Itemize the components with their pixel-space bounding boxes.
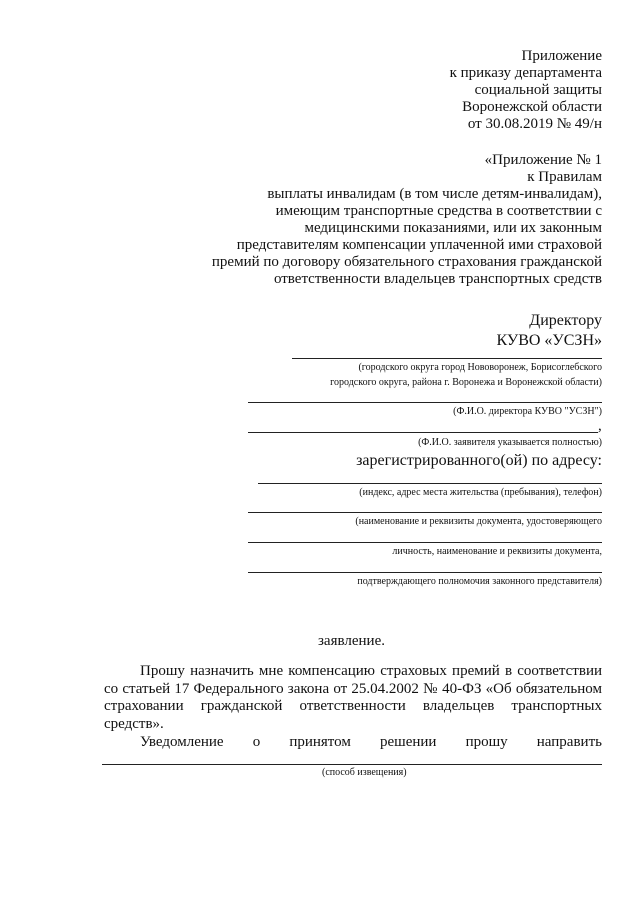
addressee-line: КУВО «УСЗН»: [496, 332, 602, 349]
rules-line: представителям компенсации уплаченной ими страховой: [236, 237, 602, 253]
district-hint-line: городского округа, района г. Воронежа и Воронежской области): [330, 377, 602, 388]
addressee: [497, 311, 602, 351]
registered-label: зарегистрированного(ой) по адресу:: [356, 452, 602, 469]
notice-word: принятом: [289, 734, 351, 750]
document-hint: (наименование и реквизиты документа, удостоверяющего: [355, 516, 602, 527]
identity-field-line[interactable]: [248, 542, 602, 543]
rules-line: премий по договору обязательного страхования гражданской: [211, 254, 602, 270]
comma-mark: ,: [598, 418, 602, 434]
address-hint: (индекс, адрес места жительства (пребывания), телефон): [359, 487, 602, 498]
appendix-line: Воронежской области: [462, 99, 602, 115]
applicant-name-field-line[interactable]: [248, 432, 598, 433]
addressee-line: Директору: [529, 312, 602, 329]
rules-header: [212, 152, 602, 288]
document-field-line[interactable]: [248, 512, 602, 513]
notice-word: решении: [380, 734, 437, 750]
notice-word: о: [252, 734, 261, 750]
director-name-field-line[interactable]: [248, 402, 602, 403]
rules-line: к Правилам: [527, 169, 602, 185]
document-title: заявление.: [318, 633, 385, 649]
notice-word: направить: [536, 734, 602, 750]
appendix-header: [450, 48, 602, 133]
rules-line: ответственности владельцев транспортных средств: [273, 271, 602, 287]
director-hint: (Ф.И.О. директора КУВО "УСЗН"): [453, 406, 602, 417]
appendix-line: Приложение: [521, 48, 602, 64]
authority-field-line[interactable]: [248, 572, 602, 573]
appendix-line: к приказу департамента: [449, 65, 602, 81]
rules-line: выплаты инвалидам (в том числе детям-инвалидам),: [267, 186, 602, 202]
method-hint: (способ извещения): [322, 767, 407, 778]
notice-line: [140, 734, 602, 751]
rules-line: медицинскими показаниями, или их законным: [304, 220, 602, 236]
notice-word: Уведомление: [140, 734, 224, 750]
address-field-line[interactable]: [258, 483, 602, 484]
request-text: Прошу назначить мне компенсацию страховых премий в соответствии со статьей 17 Федерального закона от 25.04.2002 № 40-ФЗ «Об обязательном страховании гражданской ответственности владельцев транспортных средств».: [104, 663, 602, 732]
district-hint: [330, 362, 602, 389]
rules-line: «Приложение № 1: [484, 152, 602, 168]
request-paragraph: [104, 663, 602, 733]
notice-word: прошу: [465, 734, 508, 750]
authority-hint: подтверждающего полномочия законного представителя): [357, 576, 602, 587]
identity-hint: личность, наименование и реквизиты документа,: [392, 546, 602, 557]
appendix-line: социальной защиты: [474, 82, 602, 98]
rules-line: имеющим транспортные средства в соответствии с: [275, 203, 602, 219]
notification-method-field-line[interactable]: [102, 764, 602, 765]
applicant-hint: (Ф.И.О. заявителя указывается полностью): [418, 437, 602, 448]
district-field-line[interactable]: [292, 358, 602, 359]
appendix-line: от 30.08.2019 № 49/н: [467, 116, 602, 132]
district-hint-line: (городского округа город Нововоронеж, Борисоглебского: [358, 362, 602, 373]
